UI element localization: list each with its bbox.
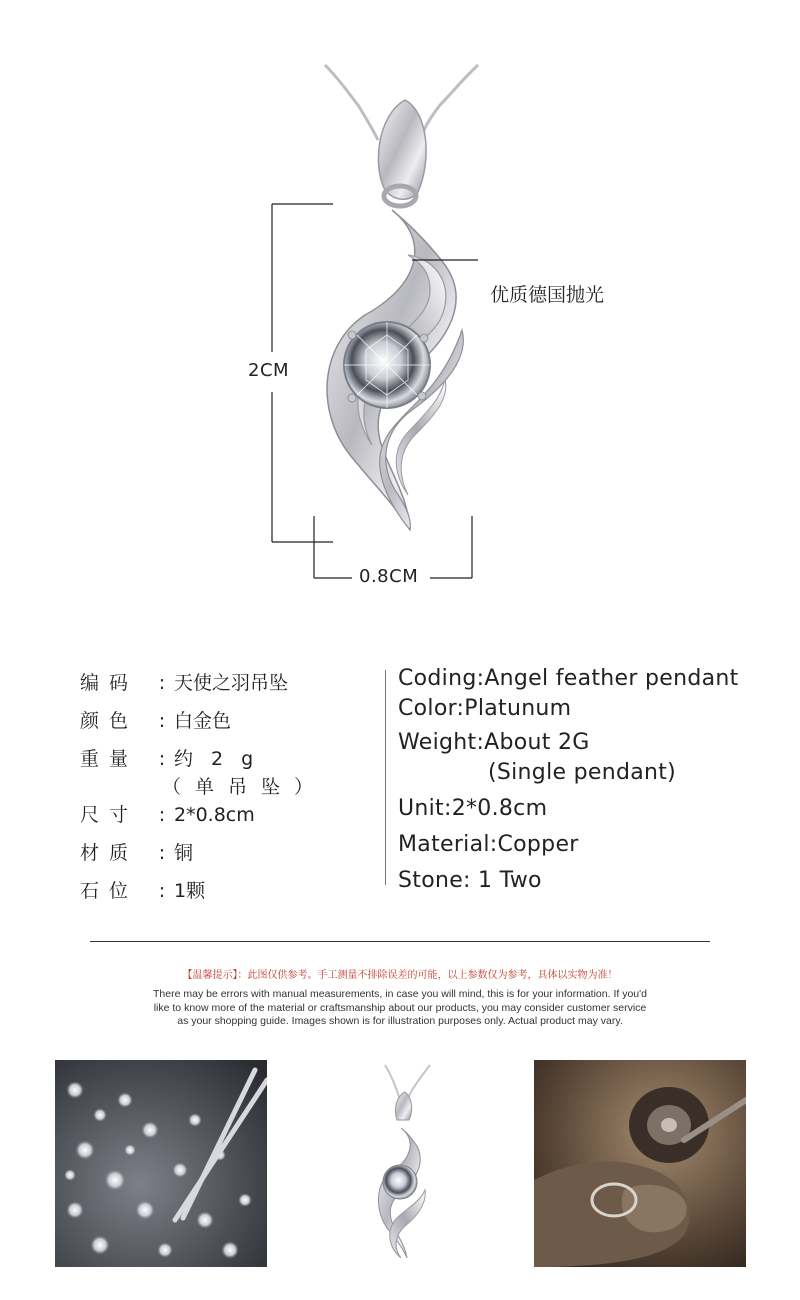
polish-feature-label: 优质德国抛光 [490,284,605,306]
photo-polishing-craft [534,1060,746,1267]
spec-key: 重量 [80,748,139,770]
notice-chinese: 【温馨提示】：此图仅供参考。手工测量不排除误差的可能，以上参数仅为参考，具体以实物为准！ [182,970,618,981]
spec-key: 尺寸 [80,804,139,826]
spec-value: 铜 [174,842,194,864]
spec-en-weight-sub: (Single pendant) [488,760,677,785]
width-label: 0.8CM [359,566,419,587]
column-divider [385,670,386,885]
notice-line: There may be errors with manual measurements, in case you will mind, this is for your information. If you'd [153,988,647,1000]
notice-line: as your shopping guide. Images shown is for illustration purposes only. Actual product may vary. [177,1015,623,1027]
spec-row-stone: 石位 : 1颗 [80,876,380,906]
specs-english [398,664,788,896]
spec-value: 2*0.8cm [174,804,255,826]
spec-key: 编码 [80,672,139,694]
spec-key: 石位 [80,880,139,902]
spec-value: 1颗 [174,880,206,902]
spec-en-coding: Coding:Angel feather pendant [398,666,739,691]
spec-en-material: Material:Copper [398,832,579,857]
spec-weight-sub: （单吊坠） [162,776,328,798]
height-label: 2CM [248,360,290,381]
spec-en-color: Color:Platunum [398,696,572,721]
spec-row-size: 尺寸 : 2*0.8cm [80,800,380,830]
notice-line: like to know more of the material or craftsmanship about our products, you may consider customer service [153,1001,647,1014]
spec-row-color: 颜色 : 白金色 [80,706,380,736]
spec-key: 颜色 [80,710,139,732]
section-divider [90,941,710,942]
specs-chinese [80,668,380,906]
spec-row-material: 材质 : 铜 [80,838,380,868]
notice-english [110,988,690,1029]
spec-value: 白金色 [174,710,232,732]
spec-value: 天使之羽吊坠 [174,672,289,694]
spec-row-coding: 编码 : 天使之羽吊坠 [80,668,380,698]
photo-pendant-small [345,1060,455,1267]
spec-row-weight: 重量 : 约 2 g [80,744,380,774]
spec-en-stone: Stone: 1 Two [398,868,542,893]
spec-value: 约 2 g [174,748,260,770]
spec-key: 材质 [80,842,139,864]
spec-en-unit: Unit:2*0.8cm [398,796,548,821]
pendant-dimension-diagram [0,0,800,620]
photo-loose-diamonds [55,1060,267,1267]
pendant-illustration [0,0,800,620]
spec-en-weight: Weight:About 2G [398,730,590,755]
